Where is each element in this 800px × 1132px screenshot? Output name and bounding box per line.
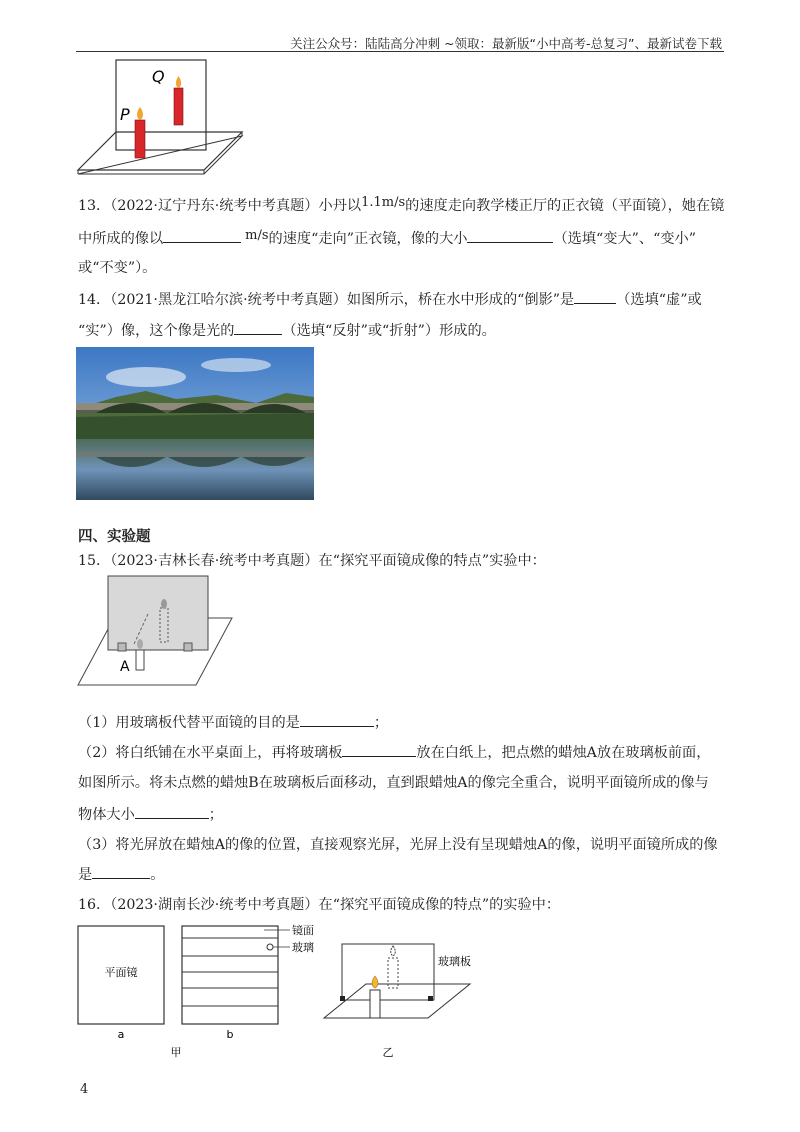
label-glass: 玻璃 [292, 941, 314, 954]
q16-figures [76, 920, 476, 1066]
bridge-reflection-photo [76, 347, 314, 500]
q15-part-3-line-2: 是 。 [78, 864, 164, 885]
header-rule [76, 51, 724, 52]
fig-yi-label: 乙 [382, 1046, 394, 1059]
q15-part-2-line-3: 物体大小 ； [78, 804, 223, 825]
q13-unit: m/s [245, 228, 269, 243]
label-mirror-face: 镜面 [292, 924, 314, 937]
q13-blank-2[interactable] [467, 228, 553, 243]
page-number: 4 [80, 1082, 89, 1097]
candle-mirror-figure [76, 58, 246, 178]
q14-blank-1[interactable] [574, 289, 616, 304]
page-header: 关注公众号：陆陆高分冲刺 ~领取：最新版“小中高考-总复习”、最新试卷下载 [290, 36, 722, 51]
q15-line-1: 15．（2023·吉林长春·统考中考真题）在“探究平面镜成像的特点”实验中： [78, 553, 546, 569]
q14-line-2: “实”）像，这个像是光的 （选填“反射”或“折射”）形成的。 [78, 320, 496, 341]
q15-part-3-line-1: （3）将光屏放在蜡烛A的像的位置，直接观察光屏，光屏上没有呈现蜡烛A的像，说明平面镜所成的像 [78, 837, 718, 853]
section-experiment-title: 四、实验题 [78, 529, 151, 545]
q13-line-2: 中所成的像以 m/s的速度“走向”正衣镜，像的大小 （选填“变大”、“变小” [78, 228, 696, 247]
q16-line-1: 16．（2023·湖南长沙·统考中考真题）在“探究平面镜成像的特点”的实验中： [78, 897, 561, 913]
q15-blank-3[interactable] [135, 804, 209, 819]
fig-a-label: a [117, 1028, 125, 1041]
label-q: Q [152, 67, 165, 86]
q14-line-1: 14．（2021·黑龙江哈尔滨·统考中考真题）如图所示，桥在水中形成的“倒影”是 （选填“虚”或 [78, 289, 702, 310]
fig-a-box-label: 平面镜 [104, 966, 138, 979]
q15-part-2-line-2: 如图所示。将未点燃的蜡烛B在玻璃板后面移动，直到跟蜡烛A的像完全重合，说明平面镜所成的像与 [78, 775, 709, 791]
label-p: P [120, 105, 130, 124]
q13-speed: 1.1m/s [361, 195, 406, 210]
q15-part-2-line-1: （2）将白纸铺在水平桌面上，再将玻璃板 放在白纸上，把点燃的蜡烛A放在玻璃板前面， [78, 742, 710, 763]
q14-blank-2[interactable] [234, 320, 282, 335]
q15-blank-4[interactable] [92, 864, 150, 879]
q15-blank-1[interactable] [300, 712, 374, 727]
glass-plate-figure [76, 574, 236, 688]
q15-part-1: （1）用玻璃板代替平面镜的目的是 ； [78, 712, 388, 733]
fig-jia-label: 甲 [170, 1046, 182, 1059]
q13-blank-1[interactable] [163, 228, 241, 243]
label-a: A [120, 659, 130, 675]
fig-b-label: b [226, 1028, 234, 1041]
q13-line-1: 13．（2022·辽宁丹东·统考中考真题）小丹以1.1m/s的速度走向教学楼正厅的正衣镜（平面镜），她在镜 [78, 195, 725, 214]
q13-line-3: 或“不变”）。 [78, 260, 157, 276]
label-glass-plate: 玻璃板 [438, 955, 471, 968]
q15-blank-2[interactable] [342, 742, 416, 757]
